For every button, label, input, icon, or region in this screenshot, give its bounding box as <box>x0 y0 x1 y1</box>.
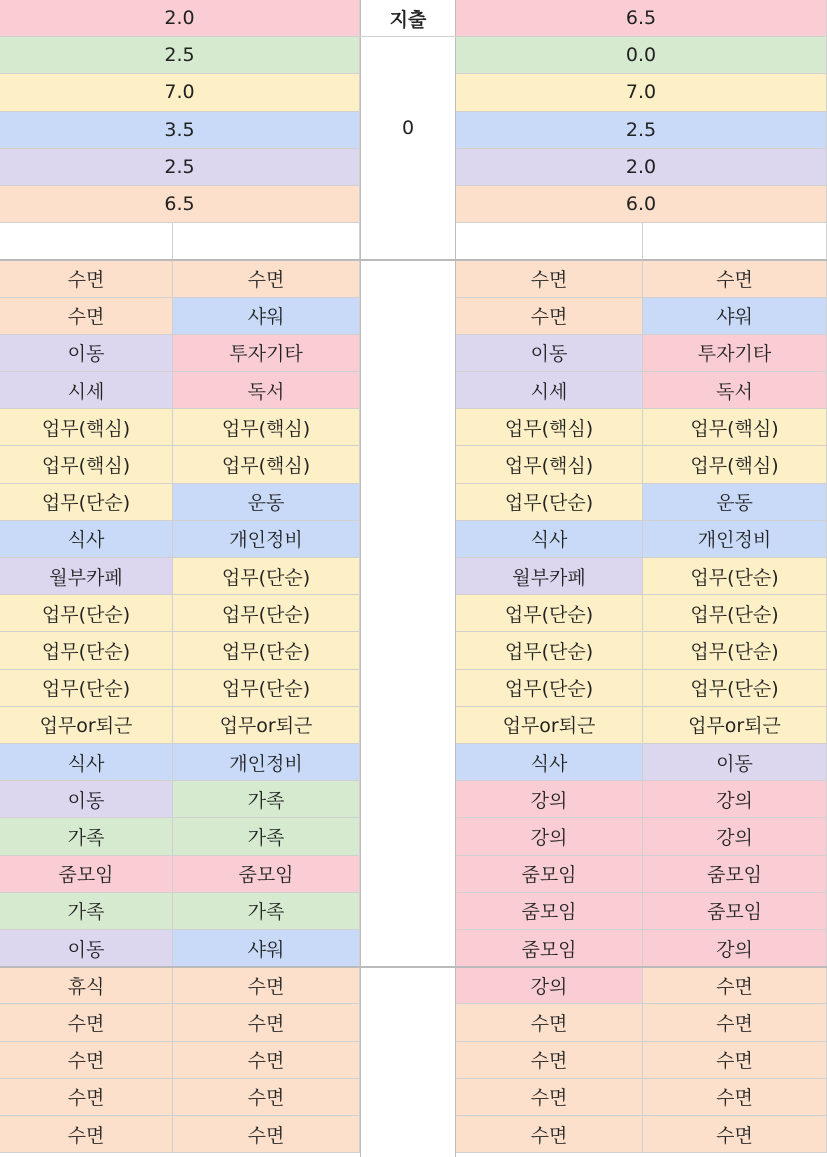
summary-right-cell[interactable]: 6.5 <box>456 0 827 37</box>
schedule-cell[interactable]: 수면 <box>456 260 643 297</box>
schedule-cell[interactable]: 업무(단순) <box>456 632 643 669</box>
expense-value[interactable]: 0 <box>401 117 415 139</box>
schedule-cell[interactable]: 수면 <box>643 1079 827 1116</box>
schedule-cell[interactable]: 이동 <box>0 781 173 818</box>
schedule-cell[interactable]: 식사 <box>0 744 173 781</box>
schedule-cell[interactable]: 개인정비 <box>643 521 827 558</box>
schedule-cell[interactable]: 투자기타 <box>173 335 360 372</box>
schedule-cell[interactable]: 가족 <box>173 893 360 930</box>
schedule-cell[interactable]: 개인정비 <box>173 744 360 781</box>
schedule-cell[interactable]: 샤워 <box>173 930 360 967</box>
schedule-cell[interactable]: 줌모임 <box>456 893 643 930</box>
schedule-cell[interactable]: 업무(단순) <box>173 632 360 669</box>
schedule-cell[interactable]: 가족 <box>0 893 173 930</box>
blank-cell[interactable] <box>643 223 827 260</box>
schedule-cell[interactable]: 업무(핵심) <box>643 409 827 446</box>
schedule-cell[interactable]: 월부카페 <box>0 558 173 595</box>
summary-left-cell[interactable]: 3.5 <box>0 112 360 149</box>
schedule-cell[interactable]: 강의 <box>643 781 827 818</box>
summary-left-cell[interactable]: 6.5 <box>0 186 360 223</box>
summary-right-cell[interactable]: 0.0 <box>456 37 827 74</box>
schedule-cell[interactable]: 수면 <box>0 1079 173 1116</box>
schedule-cell[interactable]: 수면 <box>643 1116 827 1153</box>
schedule-cell[interactable]: 업무(핵심) <box>0 446 173 483</box>
blank-cell[interactable] <box>173 223 360 260</box>
schedule-cell[interactable]: 업무(단순) <box>173 558 360 595</box>
schedule-cell[interactable]: 업무or퇴근 <box>456 707 643 744</box>
schedule-cell[interactable]: 수면 <box>456 1116 643 1153</box>
summary-left-cell[interactable]: 2.0 <box>0 0 360 37</box>
schedule-cell[interactable]: 업무(단순) <box>643 558 827 595</box>
schedule-cell[interactable]: 줌모임 <box>456 856 643 893</box>
schedule-cell[interactable]: 수면 <box>456 1004 643 1041</box>
schedule-cell[interactable]: 업무(핵심) <box>173 409 360 446</box>
schedule-cell[interactable]: 줌모임 <box>173 856 360 893</box>
blank-cell[interactable] <box>456 223 643 260</box>
schedule-cell[interactable]: 식사 <box>0 521 173 558</box>
schedule-cell[interactable]: 업무(단순) <box>0 670 173 707</box>
schedule-cell[interactable]: 이동 <box>0 335 173 372</box>
schedule-cell[interactable]: 월부카페 <box>456 558 643 595</box>
schedule-cell[interactable]: 가족 <box>0 818 173 855</box>
schedule-cell[interactable]: 업무or퇴근 <box>0 707 173 744</box>
middle-column <box>360 0 456 1157</box>
schedule-cell[interactable]: 업무or퇴근 <box>643 707 827 744</box>
schedule-cell[interactable]: 식사 <box>456 744 643 781</box>
summary-right-cell[interactable]: 7.0 <box>456 74 827 111</box>
schedule-cell[interactable]: 줌모임 <box>643 856 827 893</box>
schedule-cell[interactable]: 업무(단순) <box>456 670 643 707</box>
schedule-cell[interactable]: 수면 <box>173 260 360 297</box>
schedule-cell[interactable]: 시세 <box>456 372 643 409</box>
schedule-cell[interactable]: 수면 <box>173 1042 360 1079</box>
schedule-cell[interactable]: 업무(단순) <box>0 484 173 521</box>
schedule-cell[interactable]: 강의 <box>643 930 827 967</box>
schedule-cell[interactable]: 이동 <box>456 335 643 372</box>
summary-left-cell[interactable]: 2.5 <box>0 149 360 186</box>
schedule-cell[interactable]: 업무(단순) <box>643 632 827 669</box>
schedule-cell[interactable]: 수면 <box>0 1042 173 1079</box>
schedule-cell[interactable]: 업무(핵심) <box>456 446 643 483</box>
schedule-cell[interactable]: 수면 <box>456 298 643 335</box>
schedule-cell[interactable]: 강의 <box>456 967 643 1004</box>
schedule-cell[interactable]: 줌모임 <box>643 893 827 930</box>
schedule-cell[interactable]: 수면 <box>456 1079 643 1116</box>
schedule-cell[interactable]: 개인정비 <box>173 521 360 558</box>
schedule-cell[interactable]: 가족 <box>173 781 360 818</box>
summary-right-cell[interactable]: 6.0 <box>456 186 827 223</box>
schedule-cell[interactable]: 샤워 <box>643 298 827 335</box>
schedule-cell[interactable]: 강의 <box>456 781 643 818</box>
expense-header[interactable]: 지출 <box>360 0 456 37</box>
schedule-cell[interactable]: 수면 <box>643 1004 827 1041</box>
schedule-cell[interactable]: 시세 <box>0 372 173 409</box>
schedule-cell[interactable]: 독서 <box>643 372 827 409</box>
schedule-cell[interactable]: 업무(단순) <box>456 484 643 521</box>
schedule-cell[interactable]: 수면 <box>643 967 827 1004</box>
schedule-cell[interactable]: 이동 <box>0 930 173 967</box>
schedule-cell[interactable]: 수면 <box>173 1004 360 1041</box>
section-divider <box>0 966 827 968</box>
schedule-cell[interactable]: 업무(단순) <box>456 595 643 632</box>
schedule-cell[interactable]: 수면 <box>643 1042 827 1079</box>
schedule-cell[interactable]: 업무(단순) <box>643 595 827 632</box>
schedule-cell[interactable]: 운동 <box>643 484 827 521</box>
schedule-cell[interactable]: 수면 <box>456 1042 643 1079</box>
schedule-cell[interactable]: 가족 <box>173 818 360 855</box>
schedule-cell[interactable]: 수면 <box>643 260 827 297</box>
schedule-cell[interactable]: 수면 <box>0 1004 173 1041</box>
schedule-cell[interactable]: 수면 <box>0 1116 173 1153</box>
schedule-cell[interactable]: 업무or퇴근 <box>173 707 360 744</box>
schedule-cell[interactable]: 업무(핵심) <box>643 446 827 483</box>
schedule-cell[interactable]: 휴식 <box>0 967 173 1004</box>
schedule-cell[interactable]: 샤워 <box>173 298 360 335</box>
schedule-cell[interactable]: 강의 <box>643 818 827 855</box>
summary-left-cell[interactable]: 2.5 <box>0 37 360 74</box>
summary-left-cell[interactable]: 7.0 <box>0 74 360 111</box>
schedule-cell[interactable]: 업무(핵심) <box>173 446 360 483</box>
schedule-cell[interactable]: 독서 <box>173 372 360 409</box>
schedule-cell[interactable]: 수면 <box>173 1116 360 1153</box>
blank-cell[interactable] <box>0 223 173 260</box>
schedule-cell[interactable]: 줌모임 <box>0 856 173 893</box>
summary-right-cell[interactable]: 2.0 <box>456 149 827 186</box>
schedule-cell[interactable]: 수면 <box>173 967 360 1004</box>
schedule-cell[interactable]: 업무(핵심) <box>456 409 643 446</box>
schedule-cell[interactable]: 식사 <box>456 521 643 558</box>
schedule-cell[interactable]: 업무(단순) <box>0 632 173 669</box>
schedule-cell[interactable]: 운동 <box>173 484 360 521</box>
schedule-cell[interactable]: 투자기타 <box>643 335 827 372</box>
schedule-cell[interactable]: 수면 <box>0 260 173 297</box>
schedule-cell[interactable]: 강의 <box>456 818 643 855</box>
schedule-cell[interactable]: 업무(단순) <box>173 670 360 707</box>
schedule-cell[interactable]: 업무(단순) <box>0 595 173 632</box>
schedule-cell[interactable]: 수면 <box>0 298 173 335</box>
schedule-cell[interactable]: 업무(단순) <box>643 670 827 707</box>
schedule-cell[interactable]: 수면 <box>173 1079 360 1116</box>
schedule-cell[interactable]: 업무(단순) <box>173 595 360 632</box>
schedule-cell[interactable]: 줌모임 <box>456 930 643 967</box>
schedule-cell[interactable]: 이동 <box>643 744 827 781</box>
section-divider <box>0 259 827 261</box>
summary-right-cell[interactable]: 2.5 <box>456 112 827 149</box>
schedule-cell[interactable]: 업무(핵심) <box>0 409 173 446</box>
